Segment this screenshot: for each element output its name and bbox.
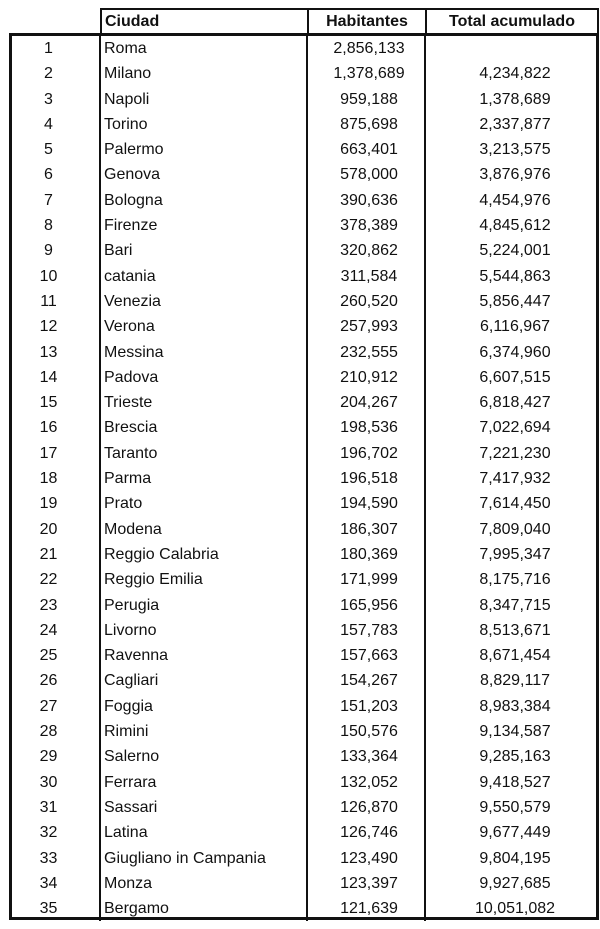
rank-cell[interactable]: 28 — [12, 719, 101, 744]
population-cell[interactable]: 1,378,689 — [308, 61, 426, 86]
rank-cell[interactable]: 6 — [12, 162, 101, 187]
population-cell[interactable]: 132,052 — [308, 770, 426, 795]
cumulative-cell[interactable]: 9,927,685 — [479, 874, 551, 892]
city-cell[interactable]: Reggio Calabria — [101, 542, 308, 567]
city-cell[interactable]: Cagliari — [101, 668, 308, 693]
population-cell[interactable]: 154,267 — [308, 668, 426, 693]
table-row — [12, 188, 596, 213]
rank-cell[interactable]: 23 — [12, 593, 101, 618]
rank-cell[interactable]: 21 — [12, 542, 101, 567]
population-cell[interactable]: 210,912 — [308, 365, 426, 390]
rank-cell[interactable]: 34 — [12, 871, 101, 896]
population-cell[interactable]: 260,520 — [308, 289, 426, 314]
cumulative-cell[interactable]: 6,607,515 — [479, 368, 551, 386]
cumulative-cell[interactable]: 7,221,230 — [479, 444, 551, 462]
cumulative-cell[interactable]: 8,513,671 — [479, 621, 551, 639]
rank-cell[interactable]: 15 — [12, 390, 101, 415]
table-row — [12, 36, 596, 61]
rank-cell[interactable]: 4 — [12, 112, 101, 137]
population-cell[interactable]: 257,993 — [308, 314, 426, 339]
city-cell[interactable]: Modena — [101, 517, 308, 542]
cumulative-cell[interactable]: 6,818,427 — [479, 394, 551, 412]
table-row — [12, 542, 596, 567]
cumulative-cell[interactable]: 4,454,976 — [479, 191, 551, 209]
city-cell[interactable]: Trieste — [101, 390, 308, 415]
table-row — [12, 643, 596, 668]
population-cell[interactable]: 126,746 — [308, 820, 426, 845]
rank-cell[interactable]: 20 — [12, 517, 101, 542]
table-row — [12, 264, 596, 289]
cumulative-cell[interactable]: 8,347,715 — [479, 596, 551, 614]
population-cell[interactable]: 133,364 — [308, 744, 426, 769]
rank-cell[interactable]: 5 — [12, 137, 101, 162]
table-row — [12, 61, 596, 86]
table-row — [12, 441, 596, 466]
city-cell[interactable]: Bari — [101, 238, 308, 263]
cumulative-cell[interactable]: 2,337,877 — [479, 115, 551, 133]
rank-cell[interactable]: 7 — [12, 188, 101, 213]
table-row — [12, 567, 596, 592]
cumulative-cell[interactable]: 9,418,527 — [479, 773, 551, 791]
city-cell[interactable]: catania — [101, 264, 308, 289]
city-cell[interactable]: Sassari — [101, 795, 308, 820]
city-cell[interactable]: Salerno — [101, 744, 308, 769]
city-cell[interactable]: Giugliano in Campania — [101, 846, 308, 871]
table-row — [12, 340, 596, 365]
table-row — [12, 238, 596, 263]
city-cell[interactable]: Palermo — [101, 137, 308, 162]
table-row — [12, 593, 596, 618]
cumulative-cell[interactable]: 7,417,932 — [479, 470, 551, 488]
table-row — [12, 87, 596, 112]
cumulative-cell[interactable]: 9,134,587 — [479, 723, 551, 741]
city-cell[interactable]: Torino — [101, 112, 308, 137]
city-cell[interactable]: Milano — [101, 61, 308, 86]
population-cell[interactable]: 875,698 — [308, 112, 426, 137]
cumulative-cell[interactable]: 6,116,967 — [480, 318, 550, 336]
rank-cell[interactable]: 8 — [12, 213, 101, 238]
table-row — [12, 795, 596, 820]
city-cell[interactable]: Venezia — [101, 289, 308, 314]
population-cell[interactable]: 196,702 — [308, 441, 426, 466]
table-row — [12, 871, 596, 896]
rank-cell[interactable]: 17 — [12, 441, 101, 466]
rank-cell[interactable]: 3 — [12, 87, 101, 112]
table-header-row — [100, 8, 599, 33]
cumulative-cell[interactable]: 7,614,450 — [479, 495, 551, 513]
population-cell[interactable]: 198,536 — [308, 415, 426, 440]
population-cell[interactable]: 204,267 — [308, 390, 426, 415]
rank-cell[interactable]: 35 — [12, 896, 101, 921]
cumulative-cell[interactable]: 1,378,689 — [479, 90, 551, 108]
rank-cell[interactable]: 9 — [12, 238, 101, 263]
cumulative-cell[interactable]: 3,213,575 — [479, 141, 551, 159]
population-cell[interactable]: 121,639 — [308, 896, 426, 921]
city-cell[interactable]: Padova — [101, 365, 308, 390]
table-row — [12, 289, 596, 314]
rank-cell[interactable]: 25 — [12, 643, 101, 668]
population-cell[interactable]: 150,576 — [308, 719, 426, 744]
city-cell[interactable]: Parma — [101, 466, 308, 491]
cumulative-cell[interactable]: 10,051,082 — [474, 900, 556, 918]
city-cell[interactable]: Ferrara — [101, 770, 308, 795]
city-cell[interactable]: Prato — [101, 491, 308, 516]
population-cell[interactable]: 157,783 — [308, 618, 426, 643]
population-cell[interactable]: 378,389 — [308, 213, 426, 238]
city-cell[interactable]: Taranto — [101, 441, 308, 466]
cumulative-cell[interactable]: 9,285,163 — [479, 748, 551, 766]
cumulative-cell[interactable]: 8,829,117 — [480, 672, 550, 690]
population-cell[interactable]: 311,584 — [308, 264, 426, 289]
rank-cell[interactable]: 13 — [12, 340, 101, 365]
rank-cell[interactable]: 33 — [12, 846, 101, 871]
population-cell[interactable]: 165,956 — [308, 593, 426, 618]
cumulative-cell[interactable]: 7,809,040 — [479, 520, 551, 538]
city-cell[interactable]: Bergamo — [101, 896, 308, 921]
city-cell[interactable]: Rimini — [101, 719, 308, 744]
rank-cell[interactable]: 26 — [12, 668, 101, 693]
city-cell[interactable]: Ravenna — [101, 643, 308, 668]
cumulative-cell[interactable]: 8,175,716 — [479, 571, 551, 589]
cumulative-cell[interactable]: 8,671,454 — [479, 647, 551, 665]
rank-cell[interactable]: 2 — [12, 61, 101, 86]
header-population[interactable]: Habitantes — [309, 10, 427, 33]
table-row — [12, 896, 596, 921]
cumulative-cell[interactable]: 6,374,960 — [479, 343, 551, 361]
population-cell[interactable]: 186,307 — [308, 517, 426, 542]
city-cell[interactable]: Bologna — [101, 188, 308, 213]
city-cell[interactable]: Reggio Emilia — [101, 567, 308, 592]
table-row — [12, 213, 596, 238]
cumulative-cell[interactable]: 9,804,195 — [479, 849, 551, 867]
rank-cell[interactable]: 32 — [12, 820, 101, 845]
city-cell[interactable]: Brescia — [101, 415, 308, 440]
population-cell[interactable]: 959,188 — [308, 87, 426, 112]
population-cell[interactable]: 123,397 — [308, 871, 426, 896]
population-cell[interactable]: 126,870 — [308, 795, 426, 820]
city-population-table — [9, 33, 599, 920]
cumulative-cell[interactable]: 3,876,976 — [479, 166, 551, 184]
header-city[interactable]: Ciudad — [102, 10, 309, 33]
table-row — [12, 770, 596, 795]
cumulative-cell[interactable]: 5,544,863 — [479, 267, 551, 285]
cumulative-cell[interactable]: 5,856,447 — [479, 292, 551, 310]
rank-cell[interactable]: 30 — [12, 770, 101, 795]
table-row — [12, 415, 596, 440]
cumulative-cell[interactable]: 9,550,579 — [479, 798, 551, 816]
rank-cell[interactable]: 22 — [12, 567, 101, 592]
city-cell[interactable]: Genova — [101, 162, 308, 187]
cumulative-cell[interactable]: 7,995,347 — [479, 545, 551, 563]
population-cell[interactable]: 196,518 — [308, 466, 426, 491]
table-row — [12, 491, 596, 516]
population-cell[interactable]: 157,663 — [308, 643, 426, 668]
table-row — [12, 846, 596, 871]
city-cell[interactable]: Foggia — [101, 694, 308, 719]
rank-cell[interactable]: 19 — [12, 491, 101, 516]
cumulative-cell[interactable]: 4,845,612 — [479, 217, 551, 235]
city-cell[interactable]: Perugia — [101, 593, 308, 618]
table-row — [12, 162, 596, 187]
rank-cell[interactable]: 12 — [12, 314, 101, 339]
cumulative-cell[interactable]: 9,677,449 — [479, 824, 551, 842]
rank-cell[interactable]: 29 — [12, 744, 101, 769]
cumulative-cell[interactable]: 8,983,384 — [479, 697, 551, 715]
city-cell[interactable]: Livorno — [101, 618, 308, 643]
population-cell[interactable]: 180,369 — [308, 542, 426, 567]
rank-cell[interactable]: 24 — [12, 618, 101, 643]
rank-cell[interactable]: 14 — [12, 365, 101, 390]
table-row — [12, 719, 596, 744]
cumulative-cell[interactable]: 5,224,001 — [479, 242, 551, 260]
city-cell[interactable]: Latina — [101, 820, 308, 845]
population-cell[interactable]: 390,636 — [308, 188, 426, 213]
population-cell[interactable]: 320,862 — [308, 238, 426, 263]
rank-cell[interactable]: 31 — [12, 795, 101, 820]
table-row — [12, 744, 596, 769]
rank-cell[interactable]: 1 — [12, 36, 101, 61]
city-cell[interactable]: Firenze — [101, 213, 308, 238]
city-cell[interactable]: Verona — [101, 314, 308, 339]
table-row — [12, 668, 596, 693]
table-row — [12, 314, 596, 339]
cumulative-cell[interactable]: 4,234,822 — [479, 65, 551, 83]
table-row — [12, 466, 596, 491]
table-row — [12, 618, 596, 643]
rank-cell[interactable]: 16 — [12, 415, 101, 440]
city-cell[interactable]: Monza — [101, 871, 308, 896]
header-cumulative[interactable]: Total acumulado — [449, 13, 575, 30]
table-row — [12, 694, 596, 719]
table-row — [12, 517, 596, 542]
population-cell[interactable]: 151,203 — [308, 694, 426, 719]
table-row — [12, 112, 596, 137]
table-row — [12, 365, 596, 390]
population-cell[interactable]: 578,000 — [308, 162, 426, 187]
city-cell[interactable]: Roma — [101, 36, 308, 61]
rank-cell[interactable]: 10 — [12, 264, 101, 289]
rank-cell[interactable]: 27 — [12, 694, 101, 719]
cumulative-cell[interactable] — [426, 36, 596, 61]
population-cell[interactable]: 123,490 — [308, 846, 426, 871]
table-row — [12, 137, 596, 162]
cumulative-cell[interactable]: 7,022,694 — [479, 419, 551, 437]
population-cell[interactable]: 194,590 — [308, 491, 426, 516]
city-cell[interactable]: Messina — [101, 340, 308, 365]
population-cell[interactable]: 171,999 — [308, 567, 426, 592]
population-cell[interactable]: 663,401 — [308, 137, 426, 162]
rank-cell[interactable]: 11 — [12, 289, 101, 314]
rank-cell[interactable]: 18 — [12, 466, 101, 491]
population-cell[interactable]: 232,555 — [308, 340, 426, 365]
table-row — [12, 820, 596, 845]
city-cell[interactable]: Napoli — [101, 87, 308, 112]
table-row — [12, 390, 596, 415]
population-cell[interactable]: 2,856,133 — [308, 36, 426, 61]
